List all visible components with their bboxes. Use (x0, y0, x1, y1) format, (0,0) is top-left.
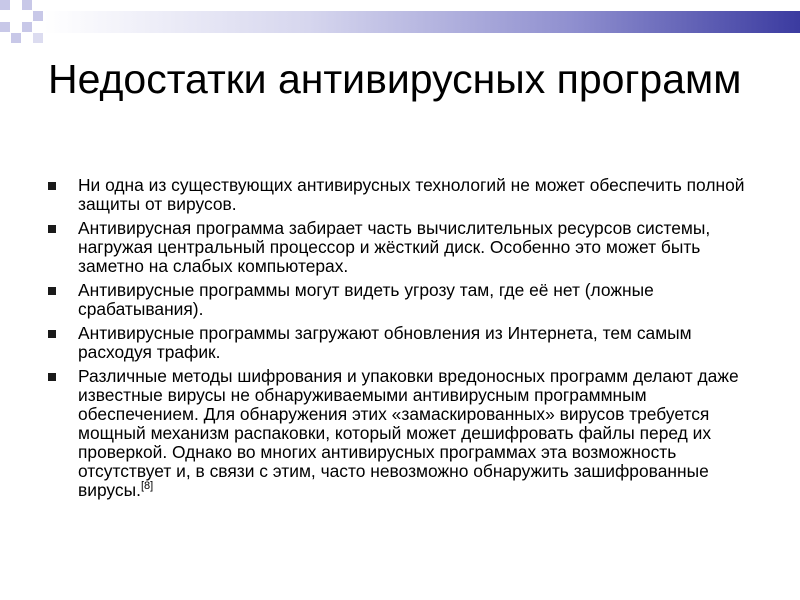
bullet-square-icon (48, 182, 56, 190)
deco-square (33, 33, 43, 43)
slide-title: Недостатки антивирусных программ (48, 56, 742, 102)
bullet-item (48, 281, 768, 319)
deco-square (11, 11, 21, 21)
bullet-item (48, 367, 768, 500)
bullet-item (48, 324, 768, 362)
bullet-item (48, 176, 768, 214)
bullet-text: Антивирусные программы могут видеть угрозу там, где её нет (ложные срабатывания). (78, 280, 654, 319)
deco-square (0, 0, 10, 10)
bullet-list (48, 176, 768, 505)
bullet-square-icon (48, 373, 56, 381)
deco-square (22, 0, 32, 10)
bullet-text: Различные методы шифрования и упаковки вредоносных программ делают даже известные вирусы не обнаруживаемыми антивирусным программным обеспечением. Для обнаружения этих «замаскированных» вирусов требуется мощный механизм распаковки, который может дешифровать файлы перед их проверкой. Однако во многих антивирусных программах эта возможность отсутствует и, в связи с этим, часто невозможно обнаружить зашифрованные вирусы. (78, 366, 739, 500)
deco-square (11, 33, 21, 43)
bullet-text: Антивирусные программы загружают обновления из Интернета, тем самым расходуя трафик. (78, 323, 692, 362)
bullet-square-icon (48, 330, 56, 338)
deco-square (22, 22, 32, 32)
gradient-bar (44, 11, 800, 33)
deco-square (0, 22, 10, 32)
bullet-text: Антивирусная программа забирает часть вычислительных ресурсов системы, нагружая центральный процессор и жёсткий диск. Особенно это может быть заметно на слабых компьютерах. (78, 218, 711, 276)
bullet-square-icon (48, 225, 56, 233)
header-decoration (0, 0, 800, 48)
reference-footnote[interactable]: [8] (140, 480, 154, 493)
bullet-item (48, 219, 768, 276)
bullet-text: Ни одна из существующих антивирусных технологий не может обеспечить полной защиты от вирусов. (78, 175, 745, 214)
bullet-square-icon (48, 287, 56, 295)
deco-square (33, 11, 43, 21)
